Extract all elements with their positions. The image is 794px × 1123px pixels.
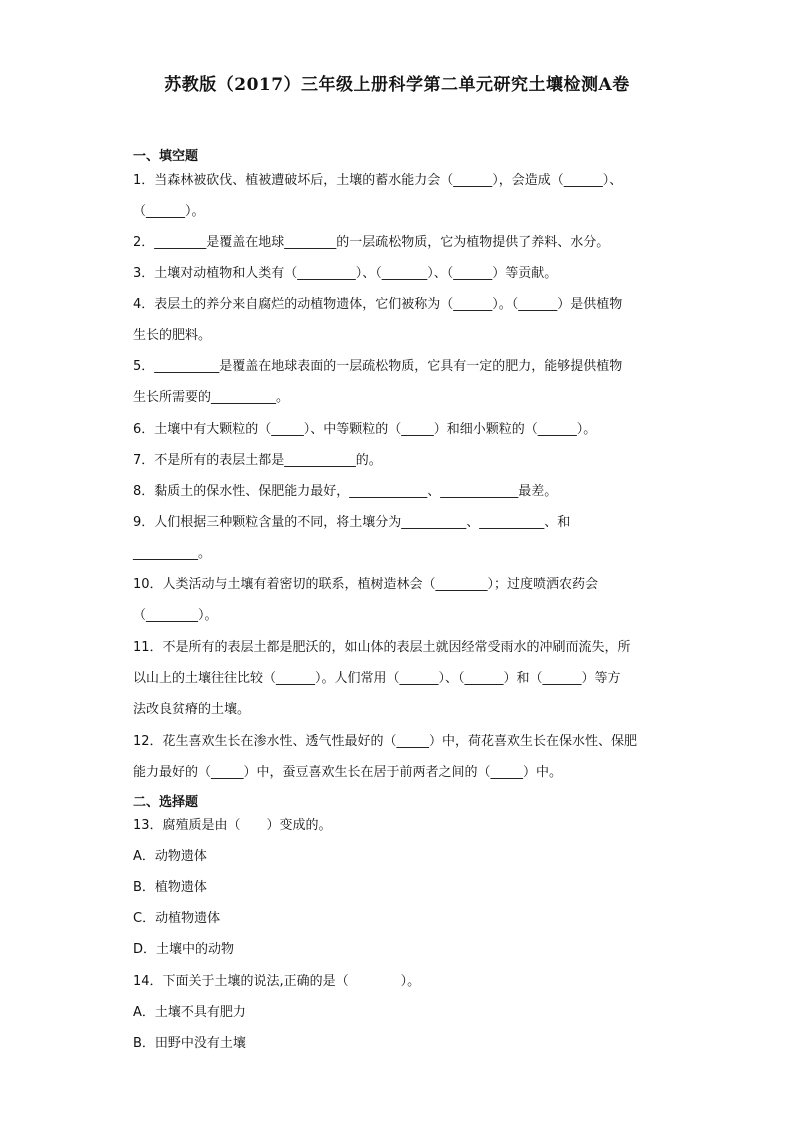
question-10-line-2: （________）。 [133, 608, 218, 623]
question-10-line-1: 10．人类活动与土壤有着密切的联系，植树造林会（________）；过度喷洒农药会 [133, 577, 599, 592]
question-12-line-1: 12．花生喜欢生长在渗水性、透气性最好的（_____）中，荷花喜欢生长在保水性、保肥 [133, 734, 638, 749]
page-title: 苏教版（2017）三年级上册科学第二单元研究土壤检测A卷 [164, 75, 630, 95]
question-8: 8．黏质土的保水性、保肥能力最好，____________、____________最差。 [133, 484, 558, 499]
question-7: 7．不是所有的表层土都是___________的。 [133, 453, 382, 468]
question-1-line-1: 1．当森林被砍伐、植被遭破坏后，土壤的蓄水能力会（______），会造成（______）、 [133, 173, 623, 188]
question-12-line-2: 能力最好的（_____）中，蚕豆喜欢生长在居于前两者之间的（_____）中。 [133, 765, 563, 780]
question-14: 14．下面关于土壤的说法,正确的是（ ）。 [133, 974, 421, 989]
question-14-option-a: A．土壤不具有肥力 [133, 1005, 246, 1020]
question-13-option-d: D．土壤中的动物 [133, 942, 235, 957]
question-4-line-1: 4．表层土的养分来自腐烂的动植物遗体，它们被称为（______）。（______）是供植物 [133, 297, 623, 312]
section-choice-heading: 二、选择题 [133, 795, 199, 810]
question-14-option-b: B．田野中没有土壤 [133, 1036, 246, 1051]
question-11-line-3: 法改良贫瘠的土壤。 [133, 702, 251, 717]
question-4-line-2: 生长的肥料。 [133, 328, 212, 343]
question-13: 13．腐殖质是由（ ）变成的。 [133, 818, 332, 833]
question-13-option-a: A．动物遗体 [133, 849, 207, 864]
question-9-line-2: __________。 [133, 546, 212, 561]
question-5-line-1: 5．__________是覆盖在地球表面的一层疏松物质，它具有一定的肥力，能够提供植物 [133, 359, 623, 374]
question-13-option-c: C．动植物遗体 [133, 911, 221, 926]
section-fill-blank-heading: 一、填空题 [133, 149, 199, 164]
question-3: 3．土壤对动植物和人类有（_________）、（_______）、（______）等贡献。 [133, 266, 558, 281]
question-2: 2．________是覆盖在地球________的一层疏松物质，它为植物提供了养料、水分。 [133, 235, 610, 250]
question-11-line-1: 11．不是所有的表层土都是肥沃的，如山体的表层土就因经常受雨水的冲刷而流失，所 [133, 640, 631, 655]
question-1-line-2: （______）。 [133, 204, 205, 219]
question-13-option-b: B．植物遗体 [133, 880, 207, 895]
question-6: 6．土壤中有大颗粒的（_____）、中等颗粒的（_____）和细小颗粒的（______）。 [133, 422, 597, 437]
question-5-line-2: 生长所需要的__________。 [133, 390, 290, 405]
question-11-line-2: 以山上的土壤往往比较（______）。人们常用（______）、（______）和（______）等方 [133, 671, 621, 686]
question-9-line-1: 9．人们根据三种颗粒含量的不同，将土壤分为__________、__________、和 [133, 515, 571, 530]
